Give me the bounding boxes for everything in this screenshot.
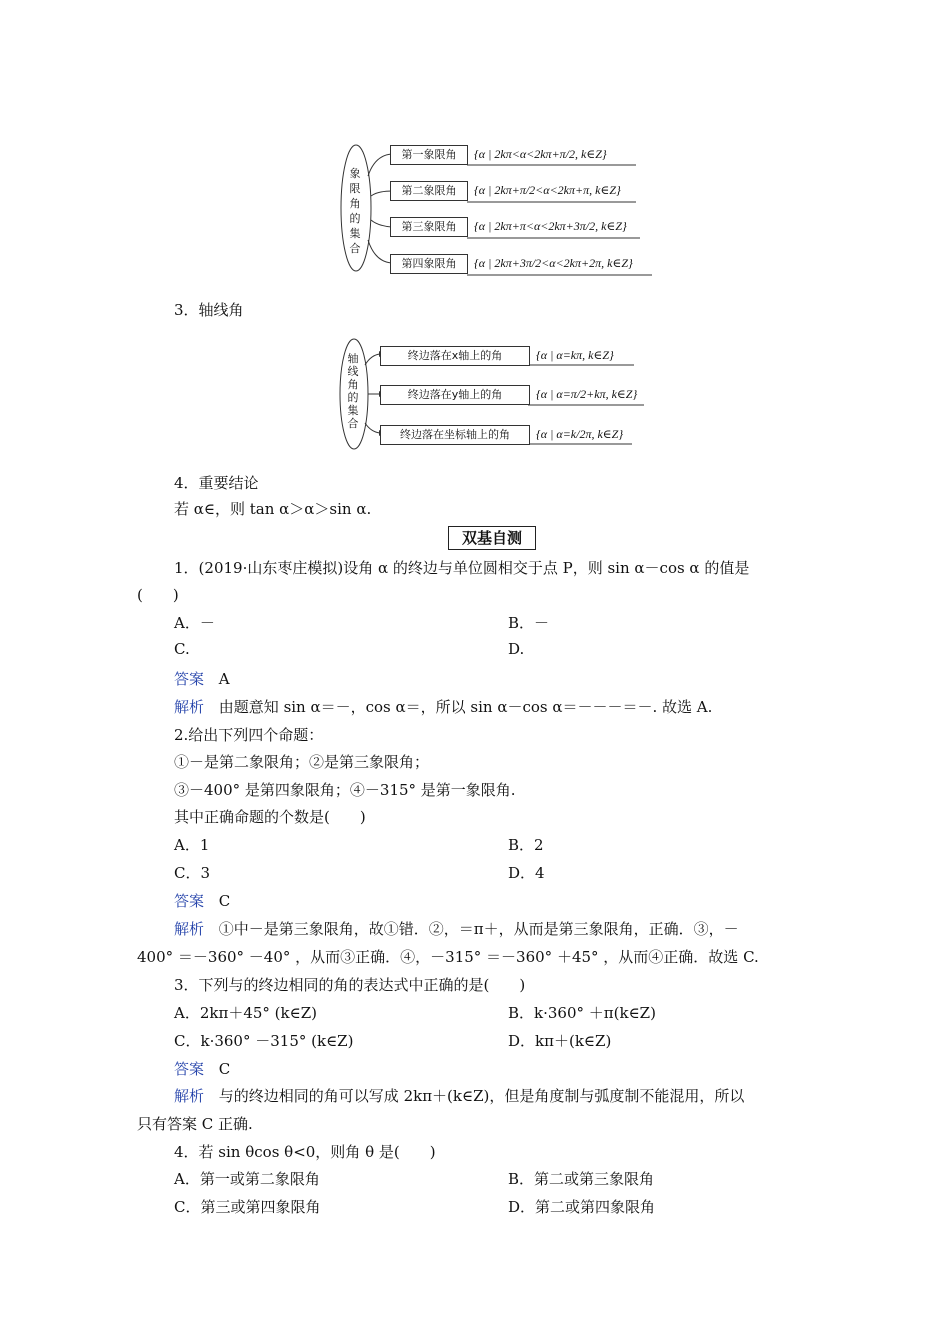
vertical-char: 的: [349, 212, 361, 225]
q1-stem-line1: 1．(2019·山东枣庄模拟)设角 α 的终边与单位圆相交于点 P，则 sin α－cos α 的值是: [174, 559, 750, 577]
quadrant-set-3: {α | 2kπ+π<α<2kπ+3π/2, k∈Z}: [474, 219, 627, 233]
q2-option-a: A．1: [174, 836, 210, 854]
section-4-title: 4．重要结论: [174, 474, 259, 492]
q2-stem-line2: ①－是第二象限角；②是第三象限角；: [174, 753, 430, 771]
q1-analysis: 由题意知 sin α＝－，cos α＝，所以 sin α－cos α＝－－－＝－. 故选 A.: [218, 698, 713, 716]
q2-stem-line3: ③－400° 是第四象限角；④－315° 是第一象限角.: [174, 781, 516, 799]
q4-option-a: A．第一或第二象限角: [174, 1170, 320, 1188]
q2-analysis-label: 解析: [174, 920, 205, 938]
q1-option-d: D.: [508, 640, 525, 658]
q2-analysis-line2: 400° ＝－360° －40° ，从而③正确．④，－315° ＝－360° ＋45° ，从而④正确．故选 C.: [137, 948, 759, 966]
vertical-char: 集: [349, 227, 361, 240]
vertical-char: 角: [347, 378, 359, 391]
q1-option-b: B．－: [508, 614, 550, 632]
quadrant-set-4: {α | 2kπ+3π/2<α<2kπ+2π, k∈Z}: [474, 256, 633, 270]
q4-option-d: D．第二或第四象限角: [508, 1198, 656, 1216]
q3-option-b: B．k·360° ＋π(k∈Z): [508, 1004, 656, 1022]
self-test-title: 双基自测: [448, 526, 536, 550]
q3-option-a: A．2kπ＋45° (k∈Z): [174, 1004, 317, 1022]
q3-answer-label: 答案: [174, 1060, 205, 1078]
quadrant-set-2: {α | 2kπ+π/2<α<2kπ+π, k∈Z}: [474, 183, 621, 197]
vertical-char: 的: [347, 391, 359, 404]
q3-option-d: D．kπ＋(k∈Z): [508, 1032, 612, 1050]
q2-analysis-line1: ①中－是第三象限角，故①错．②，＝π＋，从而是第三象限角，正确．③，－: [218, 920, 739, 938]
q3-analysis-line2: 只有答案 C 正确.: [137, 1115, 253, 1133]
vertical-char: 合: [349, 242, 361, 255]
axis-set-coordinate: {α | α=k/2π, k∈Z}: [536, 427, 624, 441]
q4-option-c: C．第三或第四象限角: [174, 1198, 321, 1216]
quadrant-box-3: 第三象限角: [390, 217, 468, 237]
q2-option-d: D．4: [508, 864, 545, 882]
quadrant-box-1: 第一象限角: [390, 145, 468, 165]
q1-analysis-label: 解析: [174, 698, 205, 716]
quadrant-box-4: 第四象限角: [390, 254, 468, 274]
axis-box-y: 终边落在y轴上的角: [380, 385, 530, 405]
axis-set-x: {α | α=kπ, k∈Z}: [536, 348, 614, 362]
q1-option-c: C.: [174, 640, 190, 658]
q4-stem: 4．若 sin θcos θ<0，则角 θ 是( ): [174, 1143, 436, 1161]
vertical-char: 集: [347, 404, 359, 417]
vertical-char: 轴: [347, 352, 359, 365]
axis-box-coordinate: 终边落在坐标轴上的角: [380, 425, 530, 445]
q3-option-c: C．k·360° －315° (k∈Z): [174, 1032, 354, 1050]
q2-option-b: B．2: [508, 836, 544, 854]
q2-option-c: C．3: [174, 864, 211, 882]
axis-set-y: {α | α=π/2+kπ, k∈Z}: [536, 387, 638, 401]
vertical-char: 角: [349, 197, 361, 210]
q4-option-b: B．第二或第三象限角: [508, 1170, 655, 1188]
q3-analysis-line1: 与的终边相同的角可以写成 2kπ＋(k∈Z)，但是角度制与弧度制不能混用，所以: [218, 1087, 745, 1105]
q2-stem-line4: 其中正确命题的个数是( ): [174, 808, 366, 826]
q3-answer: C: [218, 1060, 231, 1078]
quadrant-set-1: {α | 2kπ<α<2kπ+π/2, k∈Z}: [474, 147, 607, 161]
q3-stem: 3．下列与的终边相同的角的表达式中正确的是( ): [174, 976, 526, 994]
section-3-title: 3．轴线角: [174, 301, 244, 319]
vertical-char: 象: [349, 167, 361, 180]
q2-answer: C: [218, 892, 231, 910]
vertical-char: 线: [347, 365, 359, 378]
vertical-char: 合: [347, 417, 359, 430]
axis-box-x: 终边落在x轴上的角: [380, 346, 530, 366]
q1-option-a: A．－: [174, 614, 215, 632]
q1-answer: A: [218, 670, 230, 688]
conclusion-text: 若 α∈，则 tan α＞α＞sin α.: [174, 500, 372, 518]
q2-stem-line1: 2.给出下列四个命题：: [174, 726, 324, 744]
q1-stem-line2: ( ): [137, 586, 179, 604]
q2-answer-label: 答案: [174, 892, 205, 910]
quadrant-box-2: 第二象限角: [390, 181, 468, 201]
q1-answer-label: 答案: [174, 670, 205, 688]
q3-analysis-label: 解析: [174, 1087, 205, 1105]
vertical-char: 限: [349, 182, 361, 195]
